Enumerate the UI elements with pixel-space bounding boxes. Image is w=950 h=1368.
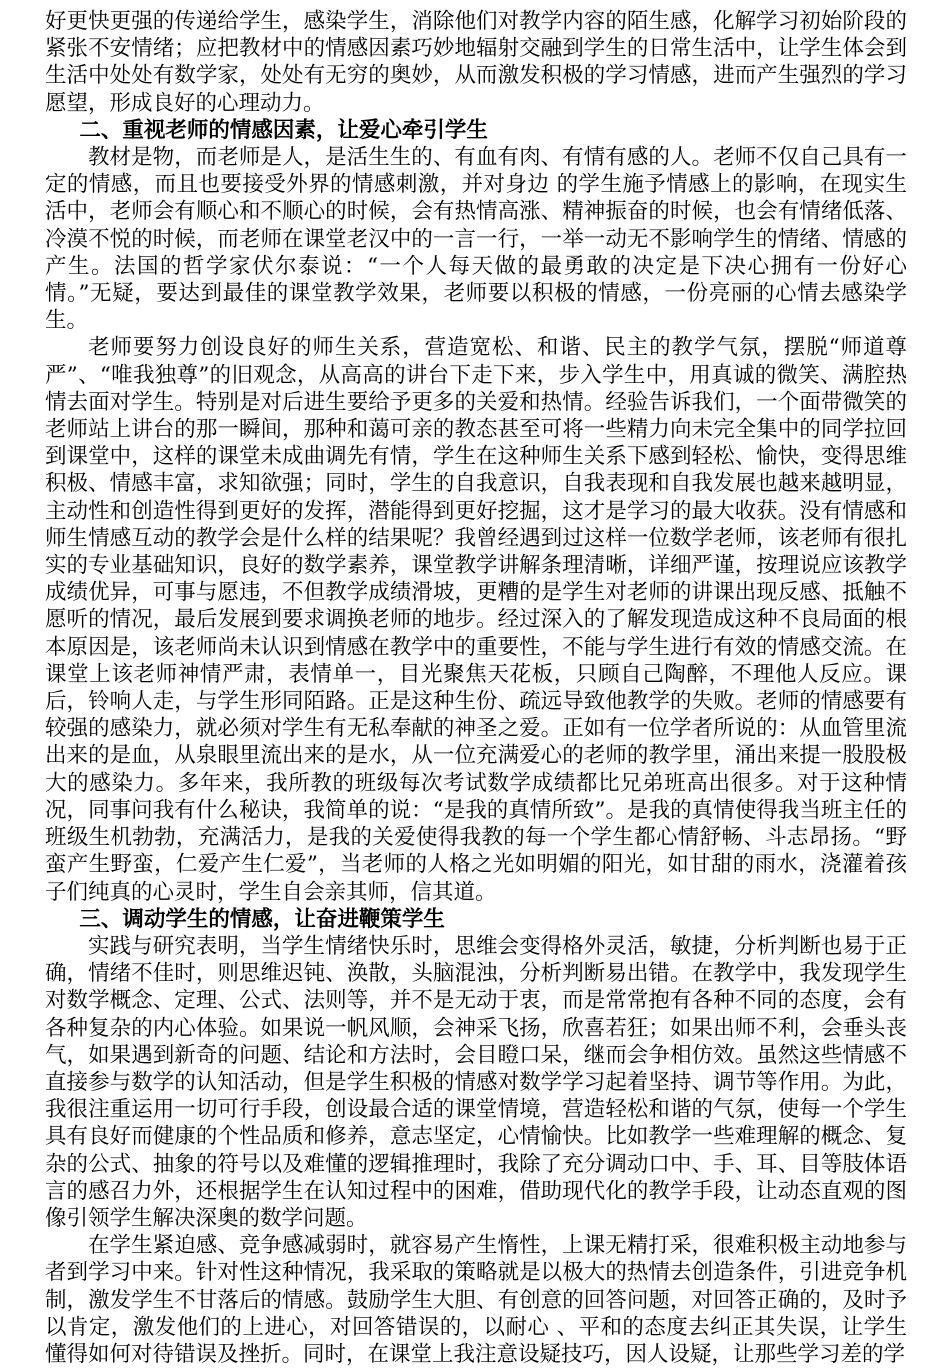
paragraph-3b: 在学生紧迫感、竞争感减弱时，就容易产生惰性，上课无精打采，很难积极主动地参与者到学习中来。针对性这种情况，我采取的策略就是以极大的热情去创造条件，引进竞争机制，激发学生不甘落后的情感。鼓励学生大胆、有创意的回答问题，对回答正确的，及时予以肯定，激发他们的上进心，对回答错误的，以耐心 、平和的态度去纠正其失误，让学生懂得如何对待错误及挫折。同时，在课堂上我注意设疑技巧，因人设疑，让那些学习差的学 xyxy=(45,1233,907,1367)
paragraph-2b: 老师要努力创设良好的师生关系，营造宽松、和谐、民主的教学气氛，摆脱“师道尊严”、“唯我独尊”的旧观念，从高高的讲台下走下来，步入学生中，用真诚的微笑、满腔热情去面对学生。特别是对后进生要给予更多的关爱和热情。经验告诉我们，一个面带微笑的老师站上讲台的那一瞬间，那种和蔼可亲的教态甚至可将一些精力向未完全集中的同学拉回到课堂中，这样的课堂未成曲调先有情，学生在这种师生关系下感到轻松、愉快，变得思维积极、情感丰富，求知欲强；同时，学生的自我意识，自我表现和自我发展也越来越明显，主动性和创造性得到更好的发挥，潜能得到更好挖掘，这才是学习的最大收获。没有情感和师生情感互动的教学会是什么样的结果呢？我曾经遇到过这样一位数学老师，该老师有很扎实的专业基础知识，良好的数学素养，课堂教学讲解条理清晰，详细严谨，按理说应该教学成绩优异，可事与愿违，不但教学成绩滑坡，更糟的是学生对老师的讲课出现反感、抵触不愿听的情况，最后发展到要求调换老师的地步。经过深入的了解发现造成这种不良局面的根本原因是，该老师尚未认识到情感在教学中的重要性，不能与学生进行有效的情感交流。在课堂上该老师神情严肃，表情单一，目光聚焦天花板，只顾自己陶醉，不理他人反应。课后，铃响人走，与学生形同陌路。正是这种生份、疏远导致他教学的失败。老师的情感要有较强的感染力，就必须对学生有无私奉献的神圣之爱。正如有一位学者所说的：从血管里流出来的是血，从泉眼里流出来的是水，从一位充满爱心的老师的教学里，涌出来提一股股极大的感染力。多年来，我所教的班级每次考试数学成绩都比兄弟班高出很多。对于这种情况，同事问我有什么秘诀，我简单的说：“是我的真情所致”。是我的真情使得我当班主任的班级生机勃勃，充满活力，是我的关爱使得我教的每一个学生都心情舒畅、斗志昂扬。“野蛮产生野蛮，仁爱产生仁爱”，当老师的人格之光如明媚的阳光，如甘甜的雨水，浇灌着孩子们纯真的心灵时，学生自会亲其师，信其道。 xyxy=(45,335,907,905)
paragraph-2a: 教材是物，而老师是人，是活生生的、有血有肉、有情有感的人。老师不仅自己具有一定的情感，而且也要接受外界的情感刺激，并对身边 的学生施予情感上的影响，在现实生活中，老师会有顺心和不顺心的时候，会有热情高涨、精神振奋的时候，也会有情绪低落、冷漠不悦的时候，而老师在课堂老汉中的一言一行，一举一动无不影响学生的情绪、情感的产生。法国的哲学家伏尔泰说：“一个人每天做的最勇敢的决定是下决心拥有一份好心情。”无疑，要达到最佳的课堂教学效果，老师要以积极的情感，一份亮丽的心情去感染学生。 xyxy=(45,145,907,334)
section-heading-2: 二、重视老师的情感因素，让爱心牵引学生 xyxy=(79,117,488,143)
section-heading-3: 三、调动学生的情感，让奋进鞭策学生 xyxy=(79,906,445,932)
document-page xyxy=(45,8,907,1368)
paragraph-continued: 好更快更强的传递给学生，感染学生，消除他们对教学内容的陌生感，化解学习初始阶段的紧张不安情绪；应把教材中的情感因素巧妙地辐射交融到学生的日常生活中，让学生体会到生活中处处有数学家，处处有无穷的奥妙，从而激发积极的学习情感，进而产生强烈的学习愿望，形成良好的心理动力。 xyxy=(45,9,907,116)
paragraph-3a: 实践与研究表明，当学生情绪快乐时，思维会变得格外灵活，敏捷，分析判断也易于正确，情绪不佳时，则思维迟钝、涣散，头脑混浊，分析判断易出错。在教学中，我发现学生对数学概念、定理、公式、法则等，并不是无动于衷，而是常常抱有各种不同的态度，会有各种复杂的内心体验。如果说一帆风顺，会神采飞扬，欣喜若狂；如果出师不利，会垂头丧气，如果遇到新奇的问题、结论和方法时，会目瞪口呆，继而会争相仿效。虽然这些情感不直接参与数学的认知活动，但是学生积极的情感对数学学习起着坚持、调节等作用。为此，我很注重运用一切可行手段，创设最合适的课堂情境，营造轻松和谐的气氛，使每一个学生具有良好而健康的个性品质和修养，意志坚定，心情愉快。比如教学一些难理解的概念、复杂的公式、抽象的符号以及难懂的逻辑推理时，我除了充分调动口中、手、耳、目等肢体语言的感召力外，还根据学生在认知过程中的困难，借助现代化的教学手段，让动态直观的图像引领学生解决深奥的数学问题。 xyxy=(45,933,907,1231)
